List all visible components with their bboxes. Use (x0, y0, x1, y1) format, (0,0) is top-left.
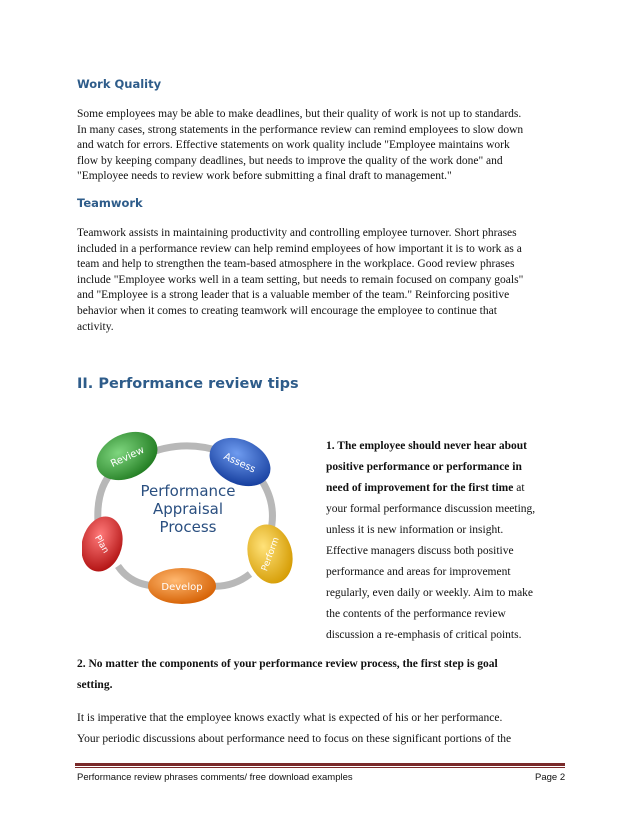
text-line: performance and areas for improvement (326, 566, 511, 578)
develop-label: Develop (161, 582, 203, 593)
cycle-arrow (210, 574, 250, 586)
text-line: regularly, even daily or weekly. Aim to make (326, 587, 534, 599)
assess-label: Assess (221, 451, 258, 476)
text-line: "Employee needs to review work before submitting a final draft to management." (77, 170, 452, 183)
page-number: Page 2 (535, 772, 566, 783)
work-quality-paragraph (77, 107, 563, 185)
text-line: the contents of the performance review (326, 608, 506, 620)
work-quality-heading: Work Quality (77, 77, 162, 91)
text-line: and watch for errors. Effective statements on work quality include "Employee maintains work (77, 139, 510, 152)
text-line: unless it is new information or insight. (326, 524, 504, 536)
performance-review-tips-heading: II. Performance review tips (77, 376, 299, 392)
text-line: activity. (77, 320, 114, 333)
text-line: 2. No matter the components of your performance review process, the first step is goal (77, 658, 498, 670)
text-line: and "Employee is a strong leader that is a valuable member of the team." Reinforcing positive (77, 289, 510, 302)
text-line: Some employees may be able to make deadlines, but their quality of work is not up to standards. (77, 108, 522, 120)
text-line: flow by keeping company deadlines, but needs to improve the quality of the work done" and (77, 154, 503, 167)
plan-label: Plan (92, 533, 111, 556)
tip-1-text-part: at (513, 482, 525, 494)
tip-1-heading-line: positive performance or performance in (326, 461, 522, 473)
tip-2-paragraph (77, 708, 563, 750)
cycle-diagram-svg (82, 426, 302, 606)
text-line: your formal performance discussion meeting, (326, 503, 536, 515)
review-label: Review (109, 444, 147, 470)
teamwork-heading: Teamwork (77, 196, 143, 210)
diagram-title-line: Appraisal (152, 500, 224, 518)
diagram-title-line: Performance (140, 482, 236, 500)
review-step (89, 426, 166, 489)
text-line: included in a performance review can help remind employees of how important it is to work as a (77, 242, 522, 255)
diagram-title-line: Process (159, 518, 217, 536)
text-line: discussion a re-emphasis of critical points. (326, 629, 522, 641)
text-line: In many cases, strong statements in the performance review can remind employees to slow down (77, 123, 524, 136)
text-line: Your periodic discussions about performance need to focus on these significant portions of the (77, 733, 512, 745)
footer-rule (75, 763, 565, 766)
footer-rule-thin (75, 767, 565, 768)
footer-title: Performance review phrases comments/ free download examples (77, 772, 353, 783)
performance-appraisal-diagram (82, 426, 302, 606)
text-line: team and help to strengthen the team-based atmosphere in the workplace. Good review phrases (77, 258, 515, 271)
text-line: It is imperative that the employee knows exactly what is expected of his or her performance. (77, 712, 503, 724)
tip-1-mixed-line (326, 478, 566, 499)
text-line: setting. (77, 679, 113, 691)
text-line: Effective managers discuss both positive (326, 545, 514, 557)
text-line: behavior when it comes to creating teamwork will encourage the employee to continue that (77, 304, 497, 317)
tip-2-heading (77, 654, 563, 696)
teamwork-paragraph (77, 226, 563, 335)
text-line: include "Employee works well in a team setting, but needs to remain focused on company goals" (77, 273, 524, 286)
tip-1-block (326, 436, 566, 646)
tip-1-heading-part: need of improvement for the first time (326, 482, 514, 494)
perform-label: Perform (260, 536, 282, 573)
tip-1-heading-line: 1. The employee should never hear about (326, 440, 527, 452)
develop-step (148, 568, 216, 604)
text-line: Teamwork assists in maintaining productivity and controlling employee turnover. Short phrases (77, 227, 517, 239)
